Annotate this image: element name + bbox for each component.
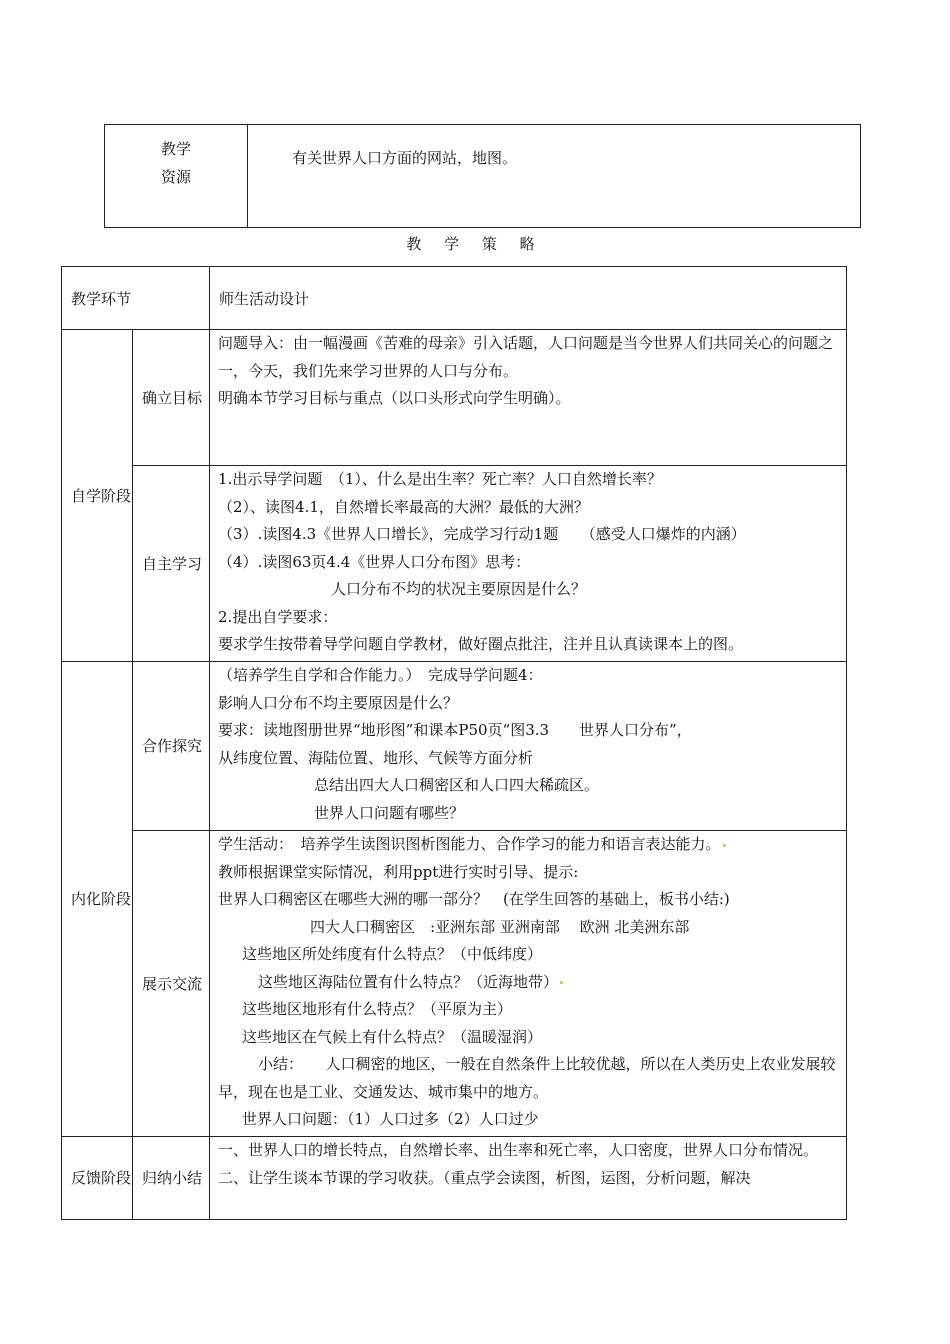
autonomous-content bbox=[210, 466, 847, 662]
display-line-8: 这些地区在气候上有什么特点？（温暖湿润） bbox=[242, 1027, 543, 1046]
goals-line-1: 问题导入：由一幅漫画《苦难的母亲》引入话题，人口问题是当今世界人们共同关心的问题之一，今天，我们先来学习世界的人口与分布。 bbox=[218, 334, 834, 380]
display-line-1-text: 学生活动： 培养学生读图识图析图能力、合作学习的能力和语言表达能力。 bbox=[218, 835, 721, 853]
display-line-6 bbox=[218, 969, 838, 997]
strategy-title: 教 学 策 略 bbox=[406, 235, 544, 253]
cooperate-line-3: 要求：读地图册世界“地形图”和课本P50页“图3.3 世界人口分布”， bbox=[218, 721, 692, 739]
label-autonomous: 自主学习 bbox=[133, 466, 210, 662]
label-display: 展示交流 bbox=[133, 831, 210, 1137]
summary-content bbox=[210, 1137, 847, 1220]
highlight-mark bbox=[723, 844, 726, 847]
display-content bbox=[210, 831, 847, 1137]
display-line-4: 四大人口稠密区 :亚洲东部 亚洲南部 欧洲 北美洲东部 bbox=[310, 917, 690, 936]
autonomous-line-1: 1.出示导学问题 （1）、什么是出生率？死亡率？人口自然增长率？ bbox=[218, 470, 662, 488]
summary-line-1: 一、世界人口的增长特点，自然增长率、出生率和死亡率，人口密度，世界人口分布情况。 bbox=[218, 1141, 819, 1159]
autonomous-line-4: （4）.读图63页4.4《世界人口分布图》思考： bbox=[218, 552, 531, 571]
table-row bbox=[62, 466, 847, 662]
highlight-mark bbox=[560, 981, 563, 984]
resources-content: 有关世界人口方面的网站，地图。 bbox=[248, 125, 861, 228]
goals-line-2: 明确本节学习目标与重点（以口头形式向学生明确）。 bbox=[218, 389, 571, 407]
label-cooperate: 合作探究 bbox=[133, 662, 210, 831]
stage-internalize: 内化阶段 bbox=[62, 662, 133, 1137]
autonomous-line-7: 要求学生按带着导学问题自学教材，做好圈点批注，注并且认真读课本上的图。 bbox=[218, 635, 744, 653]
stage-feedback: 反馈阶段 bbox=[62, 1137, 133, 1220]
display-line-3: 世界人口稠密区在哪些大洲的哪一部分？ (在学生回答的基础上，板书小结:) bbox=[218, 890, 730, 908]
header-teaching-phase: 教学环节 bbox=[62, 267, 210, 330]
cooperate-content bbox=[210, 662, 847, 831]
stage-self-study: 自学阶段 bbox=[62, 330, 133, 662]
cooperate-line-4: 从纬度位置、海陆位置、地形、气候等方面分析 bbox=[218, 748, 534, 767]
strategy-table bbox=[61, 266, 847, 1220]
cooperate-line-2: 影响人口分布不均主要原因是什么？ bbox=[218, 693, 459, 712]
summary-line-2: 二、让学生谈本节课的学习收获。（重点学会读图，析图，运图，分析问题，解决 bbox=[218, 1168, 751, 1187]
resources-table bbox=[104, 124, 861, 228]
display-line-2: 教师根据课堂实际情况，利用ppt进行实时引导、提示: bbox=[218, 862, 579, 881]
resources-label-line1: 教学 bbox=[160, 140, 191, 158]
table-row bbox=[62, 662, 847, 831]
cooperate-line-1: （培养学生自学和合作能力。） 完成导学问题4： bbox=[218, 666, 543, 684]
display-line-5: 这些地区所处纬度有什么特点？（中低纬度） bbox=[242, 945, 543, 963]
display-line-10: 世界人口问题：（1）人口过多（2）人口过少 bbox=[242, 1110, 539, 1128]
table-row bbox=[62, 1137, 847, 1220]
resources-label bbox=[105, 125, 248, 228]
autonomous-line-3: （3）.读图4.3《世界人口增长》，完成学习行动1题 （感受人口爆炸的内涵） bbox=[218, 525, 746, 543]
header-activity-design: 师生活动设计 bbox=[210, 267, 847, 330]
goals-content bbox=[210, 330, 847, 466]
autonomous-line-5: 人口分布不均的状况主要原因是什么？ bbox=[331, 580, 587, 598]
resources-label-line2: 资源 bbox=[160, 168, 191, 186]
cooperate-line-5: 总结出四大人口稠密区和人口四大稀疏区。 bbox=[314, 776, 600, 794]
cooperate-line-6: 世界人口问题有哪些？ bbox=[314, 803, 465, 822]
display-line-9: 小结： 人口稠密的地区，一般在自然条件上比较优越，所以在人类历史上农业发展较早，现在也是工业、交通发达、城市集中的地方。 bbox=[218, 1055, 836, 1101]
display-line-7: 这些地区地形有什么特点？（平原为主） bbox=[242, 1000, 513, 1018]
autonomous-line-6: 2.提出自学要求： bbox=[218, 607, 338, 626]
label-goals: 确立目标 bbox=[133, 330, 210, 466]
display-line-1 bbox=[218, 831, 838, 859]
table-row bbox=[62, 831, 847, 1137]
table-header-row bbox=[62, 267, 847, 330]
label-summary: 归纳小结 bbox=[133, 1137, 210, 1220]
display-line-6-text: 这些地区海陆位置有什么特点？（近海地带） bbox=[258, 972, 559, 991]
table-row bbox=[62, 330, 847, 466]
autonomous-line-2: （2）、读图4.1，自然增长率最高的大洲？最低的大洲？ bbox=[218, 497, 589, 516]
